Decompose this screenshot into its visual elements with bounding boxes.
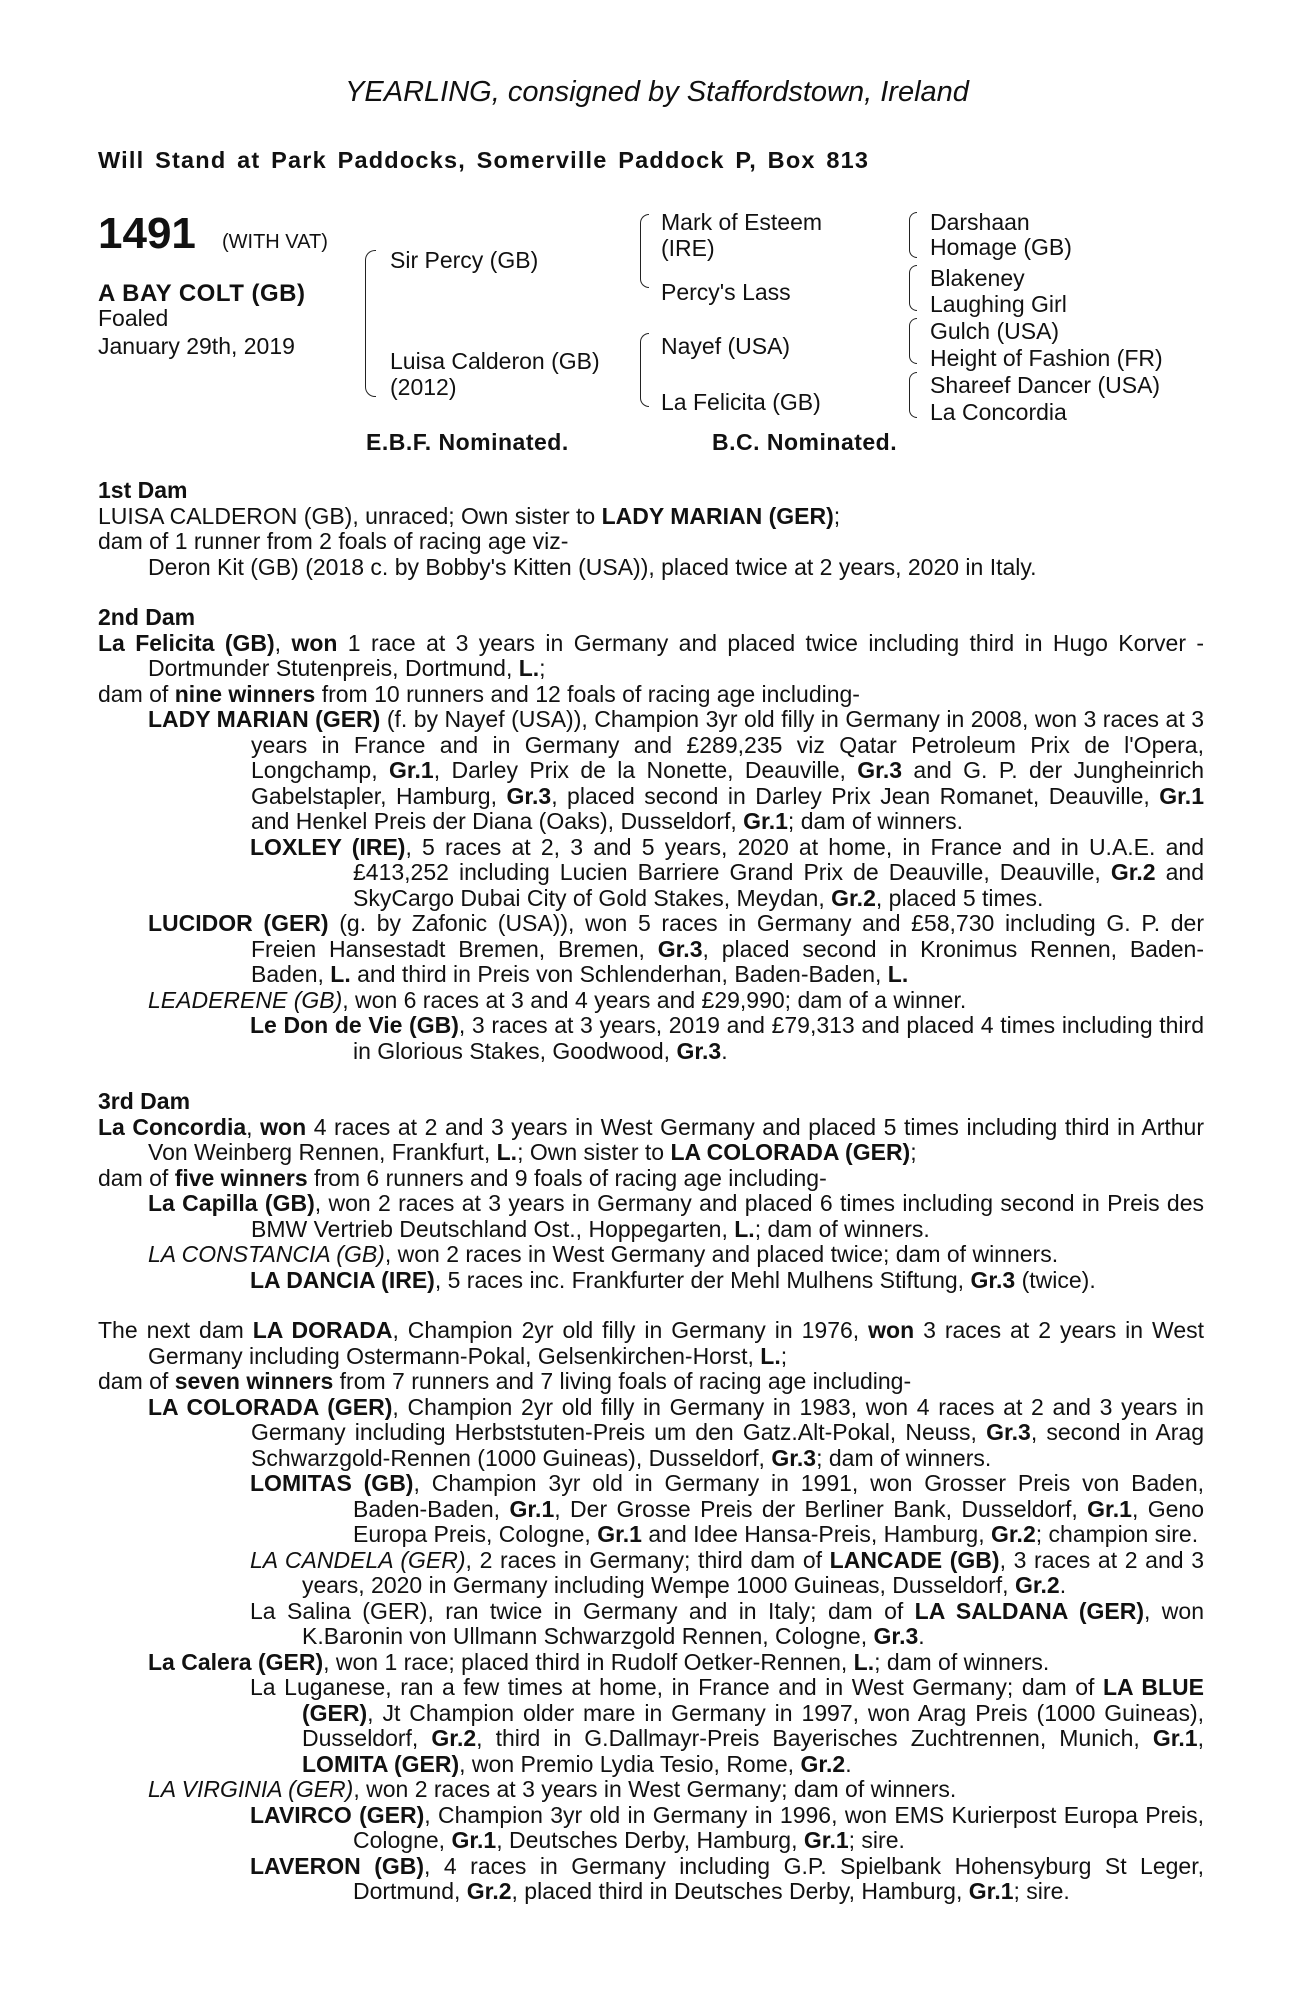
bc-nominated: B.C. Nominated. [712,429,898,455]
pedigree-sire-sire-line2: (IRE) [661,235,715,261]
third-dam-heading: 3rd Dam [98,1088,191,1114]
produce-la-virginia: LA VIRGINIA (GER), won 2 races at 3 years in West Germany; dam of winners. [148,1776,957,1802]
third-dam-section [98,1089,1204,1293]
pedigree-bracket-ds [909,318,917,364]
pedigree-dds: Shareef Dancer (USA) [930,372,1161,398]
pedigree-dam-dam: La Felicita (GB) [661,389,821,415]
foaled-date: January 29th, 2019 [98,333,295,359]
pedigree-dam-sire: Nayef (USA) [661,333,791,359]
produce-la-dancia: LA DANCIA (IRE), 5 races inc. Frankfurter der Mehl Mulhens Stiftung, Gr.3 (twice). [250,1266,1096,1293]
produce-la-candela: LA CANDELA (GER), 2 races in Germany; third dam of LANCADE (GB), 3 races at 2 and 3 years, 2020 in Germany including Wempe 1000 Guineas, Dusseldorf, Gr.2. [250,1546,1204,1598]
produce-laveron: LAVERON (GB), 4 races in Germany including G.P. Spielbank Hohensyburg St Leger, Dortmund, Gr.2, placed third in Deutsches Derby, Hamburg, Gr.1; sire. [250,1852,1205,1904]
next-dam-section [98,1318,1204,1905]
next-dam-line: The next dam LA DORADA, Champion 2yr old filly in Germany in 1976, won 3 races at 2 years in West Germany including Ostermann-Pokal, Gelsenkirchen-Horst, L.; [98,1317,1204,1369]
pedigree-dam-line2: (2012) [390,374,457,400]
second-dam-heading: 2nd Dam [98,604,196,630]
produce-loxley: LOXLEY (IRE), 5 races at 2, 3 and 5 years, 2020 at home, in France and in U.A.E. and £413,252 including Lucien Barriere Grand Prix de Deauville, Deauville, Gr.2 and SkyCargo Dubai City of Gold Stakes, Meydan, Gr.2, placed 5 times. [250,833,1204,911]
produce-lavirco: LAVIRCO (GER), Champion 3yr old in Germany in 1996, won EMS Kurierpost Europa Preis, Cologne, Gr.1, Deutsches Derby, Hamburg, Gr.1; sire. [250,1801,1205,1853]
next-dam-produce-summary: dam of seven winners from 7 runners and 7 living foals of racing age including- [98,1368,912,1394]
produce-la-colorada: LA COLORADA (GER), Champion 2yr old filly in Germany in 1983, won 4 races at 2 and 3 years in Germany including Herbststuten-Preis um den Gatz.Alt-Pokal, Neuss, Gr.3, second in Arag Schwarzgold-Rennen (1000 Guineas), Dusseldorf, Gr.3; dam of winners. [148,1393,1204,1471]
second-dam-produce-summary: dam of nine winners from 10 runners and 12 foals of racing age including- [98,680,860,707]
pedigree-ssd: Homage (GB) [930,234,1072,260]
third-dam-line: La Concordia, won 4 races at 2 and 3 years in West Germany and placed 5 times including third in Arthur Von Weinberg Rennen, Frankfurt, L.; Own sister to LA COLORADA (GER); [98,1113,1204,1165]
pedigree-sire-dam: Percy's Lass [661,279,791,305]
produce-lomitas: LOMITAS (GB), Champion 3yr old in Germany in 1991, won Grosser Preis von Baden, Baden-Baden, Gr.1, Der Grosse Preis der Berliner Bank, Dusseldorf, Gr.1, Geno Europa Preis, Cologne, Gr.1 and Idee Hansa-Preis, Hamburg, Gr.2; champion sire. [250,1470,1205,1547]
ebf-nominated: E.B.F. Nominated. [366,429,569,455]
produce-la-luganese: La Luganese, ran a few times at home, in France and in West Germany; dam of LA BLUE (GER), Jt Champion older mare in Germany in 1997, won Arag Preis (1000 Guineas), Dusseldorf, Gr.2, third in G.Dallmayr-Preis Bayerisches Zuchtrennen, Munich, Gr.1, LOMITA (GER), won Premio Lydia Tesio, Rome, Gr.2. [250,1674,1204,1777]
pedigree-sds: Blakeney [930,265,1025,291]
pedigree-sdd: Laughing Girl [930,291,1067,317]
produce-la-capilla: La Capilla (GB), won 2 races at 3 years in Germany and placed 6 times including second in Preis des BMW Vertrieb Deutschland Ost., Hoppegarten, L.; dam of winners. [148,1190,1204,1242]
pedigree-ddd: La Concordia [930,399,1067,425]
stand-location: Will Stand at Park Paddocks, Somerville Paddock P, Box 813 [98,147,870,173]
pedigree-bracket-dd [909,372,917,418]
pedigree-dss: Gulch (USA) [930,318,1060,344]
produce-le-don-de-vie: Le Don de Vie (GB), 3 races at 3 years, 2019 and £79,313 and placed 4 times including third in Glorious Stakes, Goodwood, Gr.3. [250,1012,1204,1064]
pedigree-bracket-ss [909,212,917,258]
produce-la-salina: La Salina (GER), ran twice in Germany and in Italy; dam of LA SALDANA (GER), won K.Baronin von Ullmann Schwarzgold Rennen, Cologne, Gr.3. [250,1597,1204,1649]
lot-number: 1491 [98,209,196,258]
pedigree-bracket-sire [640,214,649,288]
second-dam-section [98,605,1204,1064]
pedigree-dam-line1: Luisa Calderon (GB) [390,348,600,374]
third-dam-produce-summary: dam of five winners from 6 runners and 9 foals of racing age including- [98,1164,827,1191]
catalogue-content [98,478,1204,1905]
pedigree-sire: Sir Percy (GB) [390,247,539,273]
pedigree-bracket-sd [909,265,917,311]
pedigree-sss: Darshaan [930,209,1030,235]
first-dam-line: LUISA CALDERON (GB), unraced; Own sister to LADY MARIAN (GER); [98,502,841,529]
produce-lucidor: LUCIDOR (GER) (g. by Zafonic (USA)), won 5 races in Germany and £58,730 including G. P. der Freien Hansestadt Bremen, Bremen, Gr.3, placed second in Kronimus Rennen, Baden-Baden, L. and third in Preis von Schlenderhan, Baden-Baden, L. [148,910,1205,987]
pedigree-sire-sire-line1: Mark of Esteem [661,209,823,235]
first-dam-section [98,478,1204,580]
foaled-label: Foaled [98,305,169,331]
first-dam-heading: 1st Dam [98,477,188,503]
produce-lady-marian: LADY MARIAN (GER) (f. by Nayef (USA)), Champion 3yr old filly in Germany in 2008, won 3 races at 3 years in France and in Germany and £289,235 viz Qatar Petroleum Prix de l'Opera, Longchamp, Gr.1, Darley Prix de la Nonette, Deauville, Gr.3 and G. P. der Jungheinrich Gabelstapler, Hamburg, Gr.3, placed second in Darley Prix Jean Romanet, Deauville, Gr.1 and Henkel Preis der Diana (Oaks), Dusseldorf, Gr.1; dam of winners. [148,706,1204,834]
pedigree-bracket-main [365,250,376,397]
first-dam-produce-item: Deron Kit (GB) (2018 c. by Bobby's Kitten (USA)), placed twice at 2 years, 2020 in Italy. [148,553,1037,580]
pedigree-bracket-dam [640,333,649,407]
second-dam-line: La Felicita (GB), won 1 race at 3 years in Germany and placed twice including third in Hugo Korver - Dortmunder Stutenpreis, Dortmund, L.; [98,629,1205,681]
page-title: YEARLING, consigned by Staffordstown, Ireland [345,76,969,108]
vat-label: (WITH VAT) [222,231,328,253]
produce-la-constancia: LA CONSTANCIA (GB), won 2 races in West Germany and placed twice; dam of winners. [148,1241,1059,1267]
pedigree-dsd: Height of Fashion (FR) [930,345,1163,371]
first-dam-produce-summary: dam of 1 runner from 2 foals of racing age viz- [98,528,569,554]
produce-leaderene: LEADERENE (GB), won 6 races at 3 and 4 years and £29,990; dam of a winner. [148,986,967,1013]
lot-description: A BAY COLT (GB) [98,280,306,307]
produce-la-calera: La Calera (GER), won 1 race; placed third in Rudolf Oetker-Rennen, L.; dam of winners. [148,1648,1050,1675]
